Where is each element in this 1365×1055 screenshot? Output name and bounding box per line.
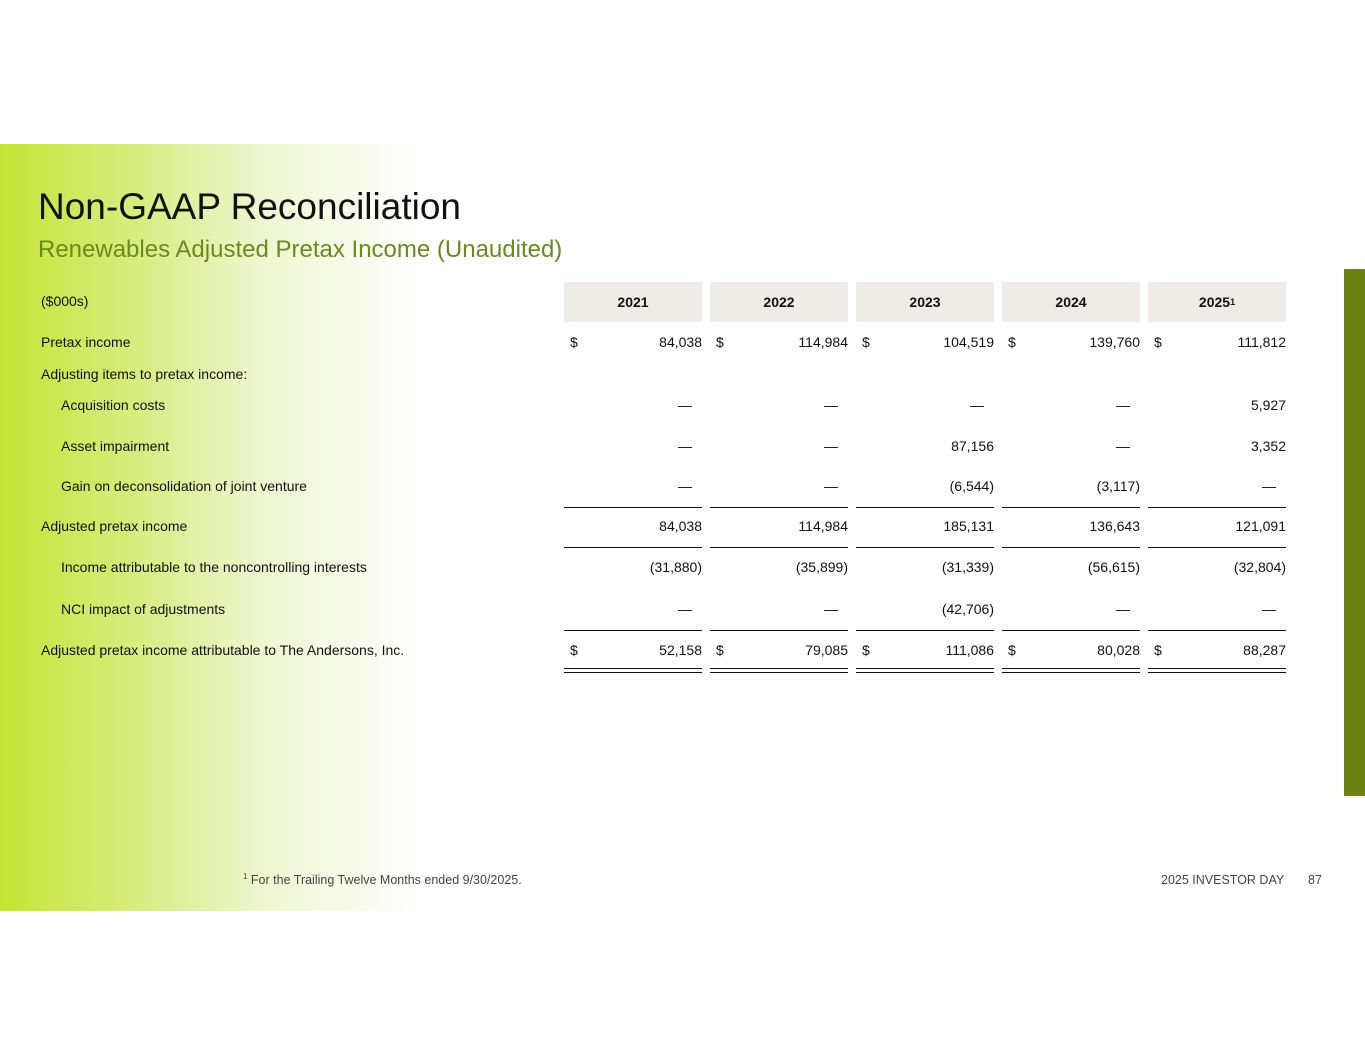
table-cell — [1002, 334, 1140, 354]
cell-value: 114,984 — [798, 518, 848, 534]
column-header-label: 2022 — [763, 294, 795, 310]
table-cell — [1002, 518, 1140, 538]
cell-value: (42,706) — [941, 601, 994, 617]
cell-value: 80,028 — [1097, 642, 1140, 658]
currency-symbol: $ — [1154, 642, 1162, 658]
cell-value: (31,339) — [941, 559, 994, 575]
currency-symbol: $ — [862, 642, 870, 658]
table-cell — [710, 518, 848, 538]
table-cell — [564, 642, 702, 662]
cell-value: 136,643 — [1089, 518, 1140, 534]
subtotal-rule — [1002, 507, 1140, 508]
table-cell — [564, 559, 702, 579]
table-row — [0, 438, 1365, 458]
subtotal-rule — [1002, 547, 1140, 548]
table-cell — [1002, 438, 1140, 458]
cell-value: 111,086 — [945, 642, 994, 658]
column-header-label: 2023 — [909, 294, 941, 310]
table-row — [0, 642, 1365, 662]
table-cell — [710, 559, 848, 579]
event-name: 2025 INVESTOR DAY — [1161, 873, 1285, 887]
page-number: 87 — [1308, 873, 1322, 887]
table-cell — [1002, 601, 1140, 621]
column-header-2023 — [856, 282, 994, 322]
cell-value: 114,984 — [798, 334, 848, 350]
subtotal-rule — [856, 630, 994, 631]
table-cell — [856, 559, 994, 579]
total-double-rule — [1002, 668, 1140, 673]
subtotal-rule — [564, 630, 702, 631]
cell-value: 121,091 — [1235, 518, 1286, 534]
row-label: Adjusted pretax income — [41, 518, 188, 534]
table-cell — [710, 478, 848, 498]
table-cell — [710, 397, 848, 417]
table-cell — [1148, 601, 1286, 621]
row-label: Gain on deconsolidation of joint venture — [61, 478, 307, 494]
table-cell — [856, 642, 994, 662]
column-header-2021 — [564, 282, 702, 322]
table-cell — [564, 478, 702, 498]
currency-symbol: $ — [1154, 334, 1162, 350]
cell-value: — — [824, 478, 838, 494]
table-row — [0, 397, 1365, 417]
column-header-label: 2025 — [1198, 294, 1231, 310]
cell-value: 84,038 — [659, 334, 702, 350]
column-header-2025: 2025 1 — [1148, 282, 1286, 322]
cell-value: — — [1116, 397, 1130, 413]
subtotal-rule — [710, 630, 848, 631]
cell-value: 52,158 — [659, 642, 702, 658]
cell-value: (31,880) — [649, 559, 702, 575]
cell-value: — — [678, 478, 692, 494]
subtotal-rule — [564, 547, 702, 548]
cell-value: (6,544) — [949, 478, 994, 494]
total-double-rule — [856, 668, 994, 673]
cell-value: 84,038 — [659, 518, 702, 534]
cell-value: — — [824, 601, 838, 617]
cell-value: 111,812 — [1237, 334, 1286, 350]
subtotal-rule — [564, 507, 702, 508]
table-cell — [856, 334, 994, 354]
footnote-text: For the Trailing Twelve Months ended 9/30/2025. — [247, 873, 522, 887]
currency-symbol: $ — [716, 334, 724, 350]
subtotal-rule — [1148, 630, 1286, 631]
column-header-label: 2024 — [1055, 294, 1087, 310]
table-cell — [710, 642, 848, 662]
cell-value: 87,156 — [951, 438, 994, 454]
page-title: Non-GAAP Reconciliation — [38, 186, 461, 227]
currency-symbol: $ — [570, 334, 578, 350]
table-cell — [564, 518, 702, 538]
cell-value: 185,131 — [943, 518, 994, 534]
column-header-2022 — [710, 282, 848, 322]
row-label: Pretax income — [41, 334, 131, 350]
cell-value: 79,085 — [805, 642, 848, 658]
table-cell — [1002, 478, 1140, 498]
units-label: ($000s) — [41, 293, 89, 309]
subtotal-rule — [1148, 547, 1286, 548]
cell-value: (32,804) — [1233, 559, 1286, 575]
cell-value: — — [970, 397, 984, 413]
table-cell — [564, 438, 702, 458]
cell-value: 3,352 — [1250, 438, 1286, 454]
cell-value: — — [824, 397, 838, 413]
table-cell — [1148, 518, 1286, 538]
total-double-rule — [710, 668, 848, 673]
table-cell — [1148, 478, 1286, 498]
table-cell — [856, 601, 994, 621]
table-cell — [1002, 397, 1140, 417]
subtotal-rule — [710, 507, 848, 508]
table-cell — [1148, 642, 1286, 662]
table-cell — [1002, 642, 1140, 662]
cell-value: — — [1262, 478, 1276, 494]
row-label: Income attributable to the noncontrolling interests — [61, 559, 367, 575]
table-row — [0, 334, 1365, 354]
table-cell — [856, 518, 994, 538]
row-label: Adjusted pretax income attributable to The Andersons, Inc. — [41, 642, 405, 658]
table-cell — [710, 334, 848, 354]
table-cell — [710, 601, 848, 621]
row-label: Acquisition costs — [61, 397, 166, 413]
table-cell — [564, 334, 702, 354]
total-double-rule — [564, 668, 702, 673]
subtotal-rule — [1148, 507, 1286, 508]
cell-value: — — [678, 601, 692, 617]
cell-value: (3,117) — [1096, 478, 1140, 494]
row-label: Adjusting items to pretax income: — [41, 366, 248, 382]
cell-value: — — [678, 397, 692, 413]
table-cell — [1148, 397, 1286, 417]
subtotal-rule — [856, 547, 994, 548]
table-cell — [1148, 559, 1286, 579]
currency-symbol: $ — [1008, 642, 1016, 658]
subtotal-rule — [856, 507, 994, 508]
table-cell — [564, 397, 702, 417]
cell-value: 88,287 — [1243, 642, 1286, 658]
cell-value: — — [1116, 438, 1130, 454]
cell-value: 5,927 — [1250, 397, 1286, 413]
table-cell — [1148, 438, 1286, 458]
table-row — [0, 559, 1365, 579]
table-cell — [856, 438, 994, 458]
table-cell — [856, 478, 994, 498]
table-cell — [710, 438, 848, 458]
cell-value: (35,899) — [795, 559, 848, 575]
table-cell — [1148, 334, 1286, 354]
cell-value: — — [824, 438, 838, 454]
column-header-2024 — [1002, 282, 1140, 322]
page-subtitle: Renewables Adjusted Pretax Income (Unaudited) — [38, 236, 563, 263]
cell-value: — — [1262, 601, 1276, 617]
currency-symbol: $ — [570, 642, 578, 658]
cell-value: 139,760 — [1089, 334, 1140, 350]
total-double-rule — [1148, 668, 1286, 673]
table-cell — [1002, 559, 1140, 579]
subtotal-rule — [1002, 630, 1140, 631]
table-row — [0, 518, 1365, 538]
row-label: NCI impact of adjustments — [61, 601, 226, 617]
subtotal-rule — [710, 547, 848, 548]
cell-value: — — [678, 438, 692, 454]
column-header-label: 2021 — [617, 294, 649, 310]
cell-value: (56,615) — [1087, 559, 1140, 575]
table-row — [0, 478, 1365, 498]
table-cell — [856, 397, 994, 417]
cell-value: 104,519 — [943, 334, 994, 350]
footnote — [243, 873, 522, 887]
currency-symbol: $ — [1008, 334, 1016, 350]
row-label: Asset impairment — [61, 438, 170, 454]
table-row — [0, 601, 1365, 621]
table-cell — [564, 601, 702, 621]
footnote-mark: 1 — [243, 871, 248, 881]
cell-value: — — [1116, 601, 1130, 617]
currency-symbol: $ — [716, 642, 724, 658]
currency-symbol: $ — [862, 334, 870, 350]
table-row — [0, 366, 1365, 386]
